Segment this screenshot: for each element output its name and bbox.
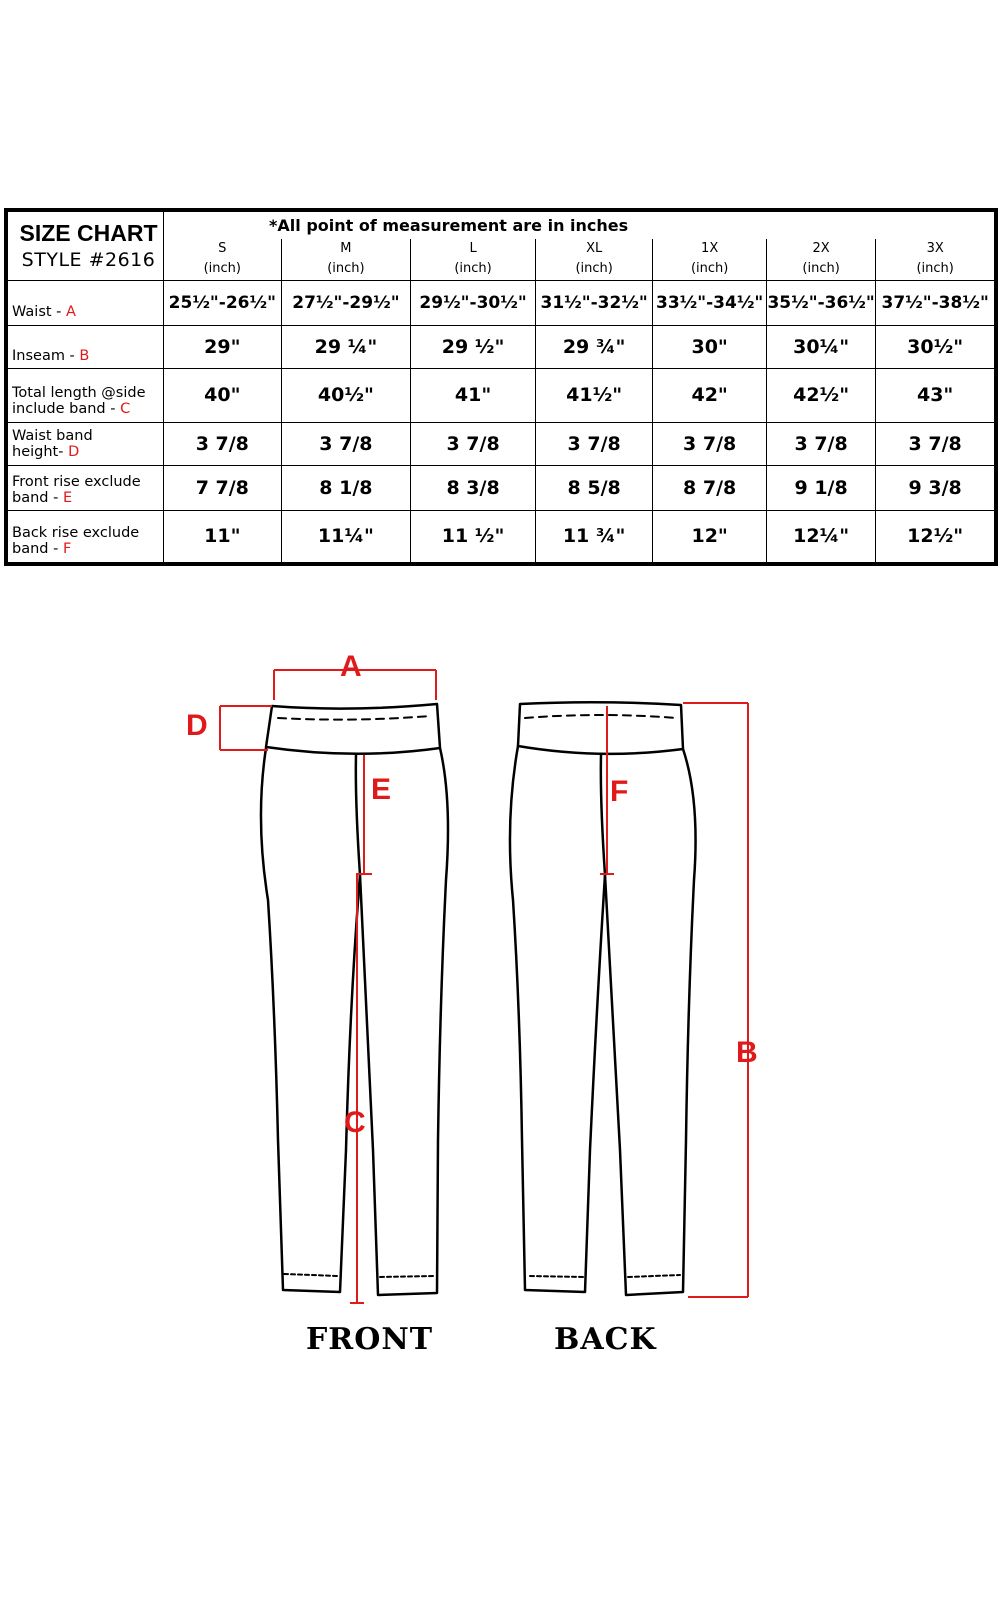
measurement-value: 12½" bbox=[876, 511, 995, 563]
size-header-cell bbox=[653, 239, 766, 281]
measurement-value: 37½"-38½" bbox=[876, 280, 995, 325]
label-line-1: Back rise exclude bbox=[12, 525, 140, 542]
dimension-d-line bbox=[220, 706, 272, 750]
size-unit: (inch) bbox=[454, 261, 492, 277]
measurement-letter: F bbox=[62, 541, 72, 558]
front-right-hem bbox=[380, 1276, 434, 1277]
size-name: 1X bbox=[701, 241, 719, 257]
measurement-label bbox=[8, 326, 164, 369]
measurement-value: 29" bbox=[164, 326, 282, 369]
measurement-label bbox=[8, 422, 164, 465]
front-waistband bbox=[266, 704, 440, 754]
measurement-label bbox=[8, 511, 164, 563]
size-name: M bbox=[340, 241, 352, 257]
measurement-value: 29 ¾" bbox=[535, 326, 653, 369]
dimension-a-label: A bbox=[340, 650, 362, 683]
measurement-value: 42½" bbox=[766, 369, 875, 423]
size-unit: (inch) bbox=[802, 261, 840, 277]
measurement-value: 12¼" bbox=[766, 511, 875, 563]
dimension-b-label: B bbox=[736, 1036, 758, 1069]
measurement-letter: C bbox=[120, 401, 131, 418]
measurement-letter: A bbox=[66, 304, 76, 321]
size-header-cell bbox=[766, 239, 875, 281]
measurement-value: 8 3/8 bbox=[411, 466, 536, 511]
dimension-f-label: F bbox=[610, 775, 629, 808]
measurement-value: 40" bbox=[164, 369, 282, 423]
measurement-value: 30" bbox=[653, 326, 766, 369]
measurement-value: 33½"-34½" bbox=[653, 280, 766, 325]
label-line-1: Inseam - bbox=[12, 347, 80, 364]
measurement-value: 41" bbox=[411, 369, 536, 423]
measurement-label bbox=[8, 280, 164, 325]
size-header-cell bbox=[281, 239, 411, 281]
measurement-value: 8 7/8 bbox=[653, 466, 766, 511]
measurement-value: 3 7/8 bbox=[766, 422, 875, 465]
size-unit: (inch) bbox=[690, 261, 729, 277]
measurement-value: 3 7/8 bbox=[164, 422, 282, 465]
measurement-value: 43" bbox=[876, 369, 995, 423]
measurement-value: 30½" bbox=[876, 326, 995, 369]
leggings-diagram bbox=[0, 620, 1000, 1380]
measurement-value: 8 1/8 bbox=[281, 466, 411, 511]
size-header-cell bbox=[164, 239, 282, 281]
measurement-value: 12" bbox=[653, 511, 766, 563]
back-left-hem bbox=[530, 1276, 584, 1277]
front-left-hem bbox=[284, 1274, 338, 1276]
measurement-value: 40½" bbox=[281, 369, 411, 423]
front-right-leg bbox=[360, 748, 448, 1295]
measurement-value: 9 3/8 bbox=[876, 466, 995, 511]
measurement-value: 25½"-26½" bbox=[164, 280, 282, 325]
back-waistband-stitch bbox=[525, 715, 676, 718]
size-header-cell bbox=[411, 239, 536, 281]
chart-title: SIZE CHART bbox=[19, 219, 158, 246]
measurement-value: 29½"-30½" bbox=[411, 280, 536, 325]
size-unit: (inch) bbox=[575, 261, 613, 277]
size-chart bbox=[4, 208, 998, 566]
measurement-value: 35½"-36½" bbox=[766, 280, 875, 325]
measurement-value: 11 ¾" bbox=[535, 511, 653, 563]
measurement-letter: E bbox=[62, 489, 73, 506]
size-header-cell bbox=[535, 239, 653, 281]
size-name: S bbox=[218, 241, 227, 257]
measurement-value: 3 7/8 bbox=[876, 422, 995, 465]
measurement-value: 8 5/8 bbox=[535, 466, 653, 511]
size-name: 2X bbox=[812, 241, 830, 257]
back-waistband bbox=[518, 702, 683, 754]
measurement-value: 29 ½" bbox=[411, 326, 536, 369]
measurement-letter: D bbox=[68, 444, 80, 461]
front-caption: FRONT bbox=[306, 1322, 434, 1357]
measurement-value: 27½"-29½" bbox=[281, 280, 411, 325]
label-line-1: Front rise exclude bbox=[12, 473, 141, 490]
measurement-row bbox=[8, 326, 995, 369]
label-line-1: Total length @side bbox=[12, 385, 146, 402]
measurement-value: 3 7/8 bbox=[411, 422, 536, 465]
measurement-value: 3 7/8 bbox=[535, 422, 653, 465]
dimension-c-label: C bbox=[344, 1106, 366, 1139]
label-line-2: height- bbox=[12, 444, 69, 461]
size-unit: (inch) bbox=[203, 261, 241, 277]
label-line-2: band - bbox=[12, 541, 63, 558]
chart-title-cell bbox=[8, 212, 164, 281]
dimension-e-label: E bbox=[371, 773, 392, 806]
measurement-value: 3 7/8 bbox=[281, 422, 411, 465]
measurement-label bbox=[8, 466, 164, 511]
measurement-value: 3 7/8 bbox=[653, 422, 766, 465]
measurement-note: *All point of measurement are in inches bbox=[164, 212, 995, 239]
size-chart-table bbox=[7, 211, 995, 563]
measurement-value: 31½"-32½" bbox=[535, 280, 653, 325]
measurement-label bbox=[8, 369, 164, 423]
measurement-value: 7 7/8 bbox=[164, 466, 282, 511]
front-left-leg bbox=[261, 748, 360, 1292]
measurement-row bbox=[8, 422, 995, 465]
measurement-row bbox=[8, 280, 995, 325]
measurement-value: 30¼" bbox=[766, 326, 875, 369]
measurement-row bbox=[8, 511, 995, 563]
dimension-d-label: D bbox=[186, 709, 208, 742]
measurement-value: 9 1/8 bbox=[766, 466, 875, 511]
measurement-value: 41½" bbox=[535, 369, 653, 423]
back-caption: BACK bbox=[554, 1322, 657, 1357]
measurement-letter: B bbox=[79, 347, 90, 364]
measurement-value: 11" bbox=[164, 511, 282, 563]
back-right-leg bbox=[605, 749, 696, 1295]
back-right-hem bbox=[628, 1275, 680, 1277]
label-line-1: Waist band bbox=[12, 428, 93, 445]
measurement-value: 42" bbox=[653, 369, 766, 423]
label-line-1: Waist - bbox=[12, 304, 67, 321]
back-left-leg bbox=[510, 746, 605, 1292]
size-unit: (inch) bbox=[327, 261, 365, 277]
measurement-row bbox=[8, 466, 995, 511]
front-waistband-stitch bbox=[278, 716, 430, 720]
style-number: STYLE #2616 bbox=[21, 249, 156, 272]
measurement-row bbox=[8, 369, 995, 423]
measurement-value: 29 ¼" bbox=[281, 326, 411, 369]
label-line-2: include band - bbox=[12, 401, 121, 418]
measurement-value: 11 ½" bbox=[411, 511, 536, 563]
size-name: 3X bbox=[926, 241, 944, 257]
measurement-value: 11¼" bbox=[281, 511, 411, 563]
size-header-cell bbox=[876, 239, 995, 281]
label-line-2: band - bbox=[12, 489, 63, 506]
size-unit: (inch) bbox=[916, 261, 954, 277]
size-name: L bbox=[469, 241, 477, 257]
size-name: XL bbox=[586, 241, 603, 257]
